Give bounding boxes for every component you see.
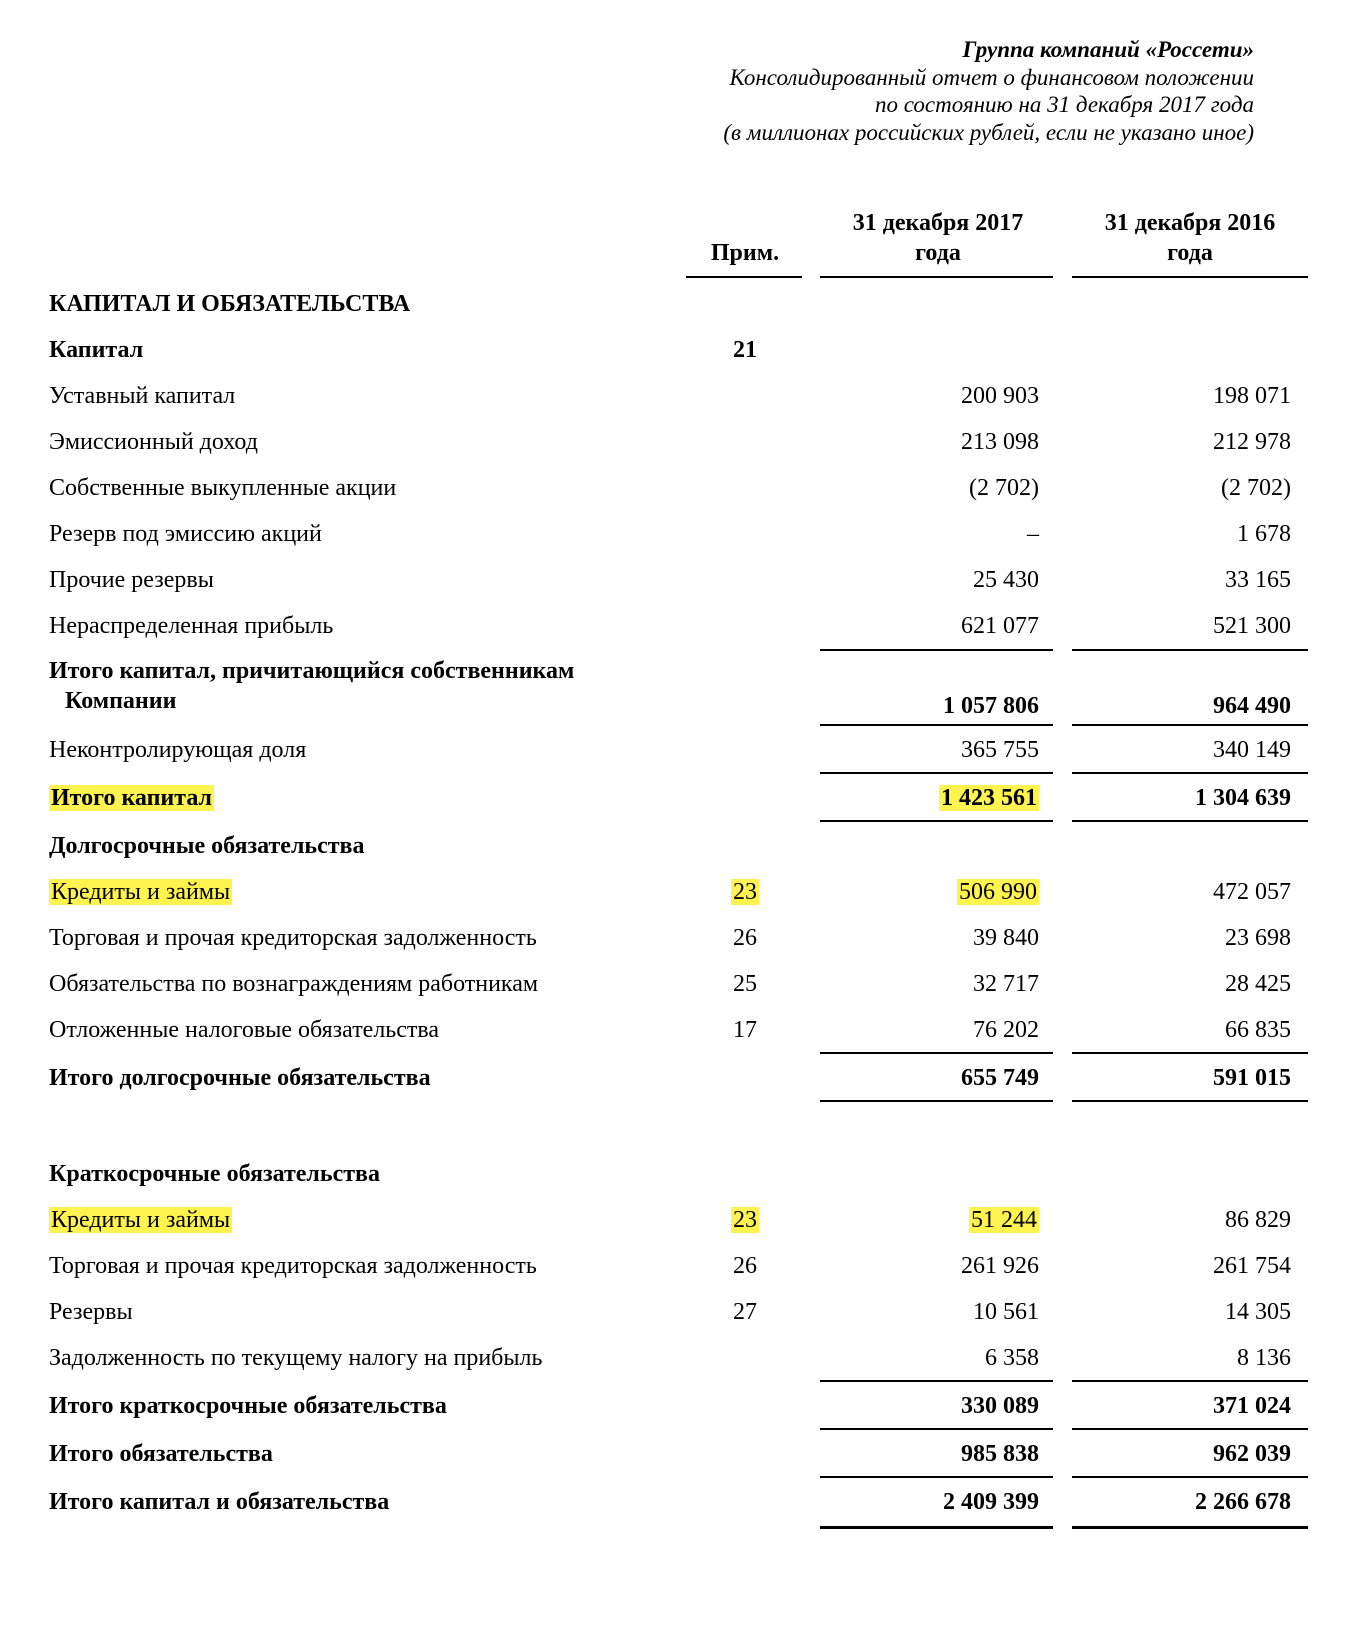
highlight: 1 423 561 — [941, 785, 1037, 811]
row-label: Капитал — [49, 337, 144, 363]
row-value-2017: (2 702) — [969, 475, 1039, 501]
row-value-2016: 371 024 — [1213, 1393, 1291, 1419]
row-value-2017 — [957, 872, 1039, 912]
row-label: Торговая и прочая кредиторская задолженность — [49, 925, 537, 951]
highlight: 23 — [733, 1207, 757, 1233]
section-title-row — [0, 284, 1350, 324]
row-label: Уставный капитал — [49, 383, 236, 409]
row-value-2017: 25 430 — [973, 567, 1039, 593]
highlight: 51 244 — [971, 1207, 1037, 1233]
subtotal-rule — [1072, 649, 1308, 651]
subtotal-rule — [820, 724, 1053, 726]
row-label: Итого капитал и обязательства — [49, 1489, 390, 1515]
row-label: Задолженность по текущему налогу на прибыль — [49, 1345, 543, 1371]
row-value-2016: 23 698 — [1225, 925, 1291, 951]
row-value-2017: 621 077 — [961, 613, 1039, 639]
row-note — [686, 1200, 804, 1240]
row-value-2016: 261 754 — [1213, 1253, 1291, 1279]
table-row — [0, 468, 1350, 508]
row-value-2017: 365 755 — [961, 737, 1039, 763]
row-value-2017: 10 561 — [973, 1299, 1039, 1325]
row-note — [686, 872, 804, 912]
section-title: КАПИТАЛ И ОБЯЗАТЕЛЬСТВА — [49, 291, 411, 317]
subtotal-rule — [820, 772, 1053, 774]
subtotal-rule — [1072, 820, 1308, 822]
row-value-2016: 212 978 — [1213, 429, 1291, 455]
highlight: Кредиты и займы — [51, 879, 231, 905]
column-header-note: Прим. — [710, 240, 780, 266]
row-value-2017: 213 098 — [961, 429, 1039, 455]
row-label: Эмиссионный доход — [49, 429, 258, 455]
subtotal-rule — [1072, 1380, 1308, 1382]
table-row — [0, 1010, 1350, 1050]
row-value-2017: 261 926 — [961, 1253, 1039, 1279]
column-header-rule-2016 — [1072, 276, 1308, 278]
row-label — [49, 872, 232, 912]
report-date: по состоянию на 31 декабря 2017 года — [875, 92, 1254, 117]
highlight: Кредиты и займы — [51, 1207, 231, 1233]
row-label: Итого долгосрочные обязательства — [49, 1065, 431, 1091]
table-row — [0, 730, 1350, 770]
table-row — [0, 1246, 1350, 1286]
subtotal-rule — [1072, 1476, 1308, 1478]
table-row — [0, 1338, 1350, 1378]
row-label: Итого обязательства — [49, 1441, 273, 1467]
row-value-2017: 76 202 — [973, 1017, 1039, 1043]
row-value-2017: 985 838 — [961, 1441, 1039, 1467]
row-value-2016: 28 425 — [1225, 971, 1291, 997]
table-row — [0, 778, 1350, 818]
table-row — [0, 918, 1350, 958]
report-units: (в миллионах российских рублей, если не указано иное) — [723, 119, 1254, 145]
table-row — [0, 1434, 1350, 1474]
company-name: Группа компаний «Россети» — [962, 37, 1254, 62]
row-value-2017 — [969, 1200, 1039, 1240]
table-row — [0, 964, 1350, 1004]
row-label: Резервы — [49, 1299, 133, 1325]
row-note: 17 — [733, 1017, 757, 1043]
highlight: Итого капитал — [51, 785, 213, 811]
subtotal-rule — [1072, 1052, 1308, 1054]
row-note: 27 — [733, 1299, 757, 1325]
row-note: 26 — [733, 1253, 757, 1279]
subtotal-rule — [1072, 724, 1308, 726]
row-value-2017: 32 717 — [973, 971, 1039, 997]
row-value-2016: 86 829 — [1225, 1207, 1291, 1233]
total-rule — [820, 1526, 1053, 1529]
row-value-2016: 591 015 — [1213, 1065, 1291, 1091]
table-row — [0, 1200, 1350, 1240]
table-row — [0, 1386, 1350, 1426]
row-value-2017 — [939, 778, 1039, 818]
row-note: 26 — [733, 925, 757, 951]
subtotal-rule — [820, 1380, 1053, 1382]
column-header-2017-line1: 31 декабря 2017 — [852, 210, 1024, 236]
table-row — [0, 560, 1350, 600]
column-header-rule-note — [686, 276, 802, 278]
table-row — [0, 872, 1350, 912]
row-label — [49, 656, 574, 716]
row-value-2017: 2 409 399 — [943, 1489, 1039, 1515]
row-value-2016: 66 835 — [1225, 1017, 1291, 1043]
row-value-2016: 962 039 — [1213, 1441, 1291, 1467]
row-value-2016: 1 678 — [1237, 521, 1291, 547]
row-note: 21 — [733, 337, 757, 363]
subtotal-rule — [1072, 1100, 1308, 1102]
row-label: Собственные выкупленные акции — [49, 475, 397, 501]
column-header-2017 — [820, 208, 1056, 268]
total-rule — [1072, 1526, 1308, 1529]
table-row — [0, 1154, 1350, 1194]
row-label: Долгосрочные обязательства — [49, 833, 365, 859]
report-header — [723, 36, 1254, 146]
subtotal-rule — [1072, 1428, 1308, 1430]
row-value-2016: 521 300 — [1213, 613, 1291, 639]
row-value-2016: 8 136 — [1237, 1345, 1291, 1371]
subtotal-rule — [820, 649, 1053, 651]
highlight: 23 — [733, 879, 757, 905]
table-row — [0, 514, 1350, 554]
row-label: Обязательства по вознаграждениям работникам — [49, 971, 539, 997]
table-row — [0, 330, 1350, 370]
subtotal-rule — [820, 1052, 1053, 1054]
subtotal-rule — [820, 1476, 1053, 1478]
table-row — [0, 1292, 1350, 1332]
row-label-line2: Компании — [65, 688, 177, 714]
highlight: 506 990 — [959, 879, 1037, 905]
column-header-2016-line2: года — [1167, 240, 1213, 266]
subtotal-rule — [820, 1100, 1053, 1102]
row-value-2016: 198 071 — [1213, 383, 1291, 409]
row-value-2017: 6 358 — [985, 1345, 1039, 1371]
row-value-2016: 340 149 — [1213, 737, 1291, 763]
table-row — [0, 606, 1350, 646]
row-value-2016: 2 266 678 — [1195, 1489, 1291, 1515]
table-row — [0, 376, 1350, 416]
row-value-2017: 200 903 — [961, 383, 1039, 409]
column-header-rule-2017 — [820, 276, 1053, 278]
table-row — [0, 1482, 1350, 1522]
row-note: 25 — [733, 971, 757, 997]
table-row — [0, 656, 1350, 720]
row-value-2016: 33 165 — [1225, 567, 1291, 593]
table-row — [0, 826, 1350, 866]
subtotal-rule — [1072, 772, 1308, 774]
subtotal-rule — [820, 1428, 1053, 1430]
row-label: Прочие резервы — [49, 567, 214, 593]
row-value-2017: 39 840 — [973, 925, 1039, 951]
row-value-2017: – — [1027, 521, 1039, 547]
row-value-2017: 655 749 — [961, 1065, 1039, 1091]
row-label: Торговая и прочая кредиторская задолженность — [49, 1253, 537, 1279]
report-title: Консолидированный отчет о финансовом положении — [729, 64, 1254, 90]
subtotal-rule — [820, 820, 1053, 822]
row-label-line1: Итого капитал, причитающийся собственникам — [49, 658, 575, 684]
column-header-2016 — [1072, 208, 1308, 268]
row-label: Итого краткосрочные обязательства — [49, 1393, 447, 1419]
row-value-2016: 964 490 — [1213, 693, 1291, 719]
row-label: Неконтролирующая доля — [49, 737, 307, 763]
row-label: Резерв под эмиссию акций — [49, 521, 322, 547]
row-label: Краткосрочные обязательства — [49, 1161, 380, 1187]
row-label — [49, 778, 214, 818]
table-row — [0, 1058, 1350, 1098]
row-label: Отложенные налоговые обязательства — [49, 1017, 440, 1043]
row-value-2016: 472 057 — [1213, 879, 1291, 905]
row-value-2017: 1 057 806 — [943, 693, 1039, 719]
table-row — [0, 422, 1350, 462]
column-header-2017-line2: года — [915, 240, 961, 266]
column-header-2016-line1: 31 декабря 2016 — [1104, 210, 1276, 236]
row-label — [49, 1200, 232, 1240]
row-label: Нераспределенная прибыль — [49, 613, 334, 639]
row-value-2016: 14 305 — [1225, 1299, 1291, 1325]
row-value-2016: (2 702) — [1221, 475, 1291, 501]
row-value-2017: 330 089 — [961, 1393, 1039, 1419]
row-value-2016: 1 304 639 — [1195, 785, 1291, 811]
